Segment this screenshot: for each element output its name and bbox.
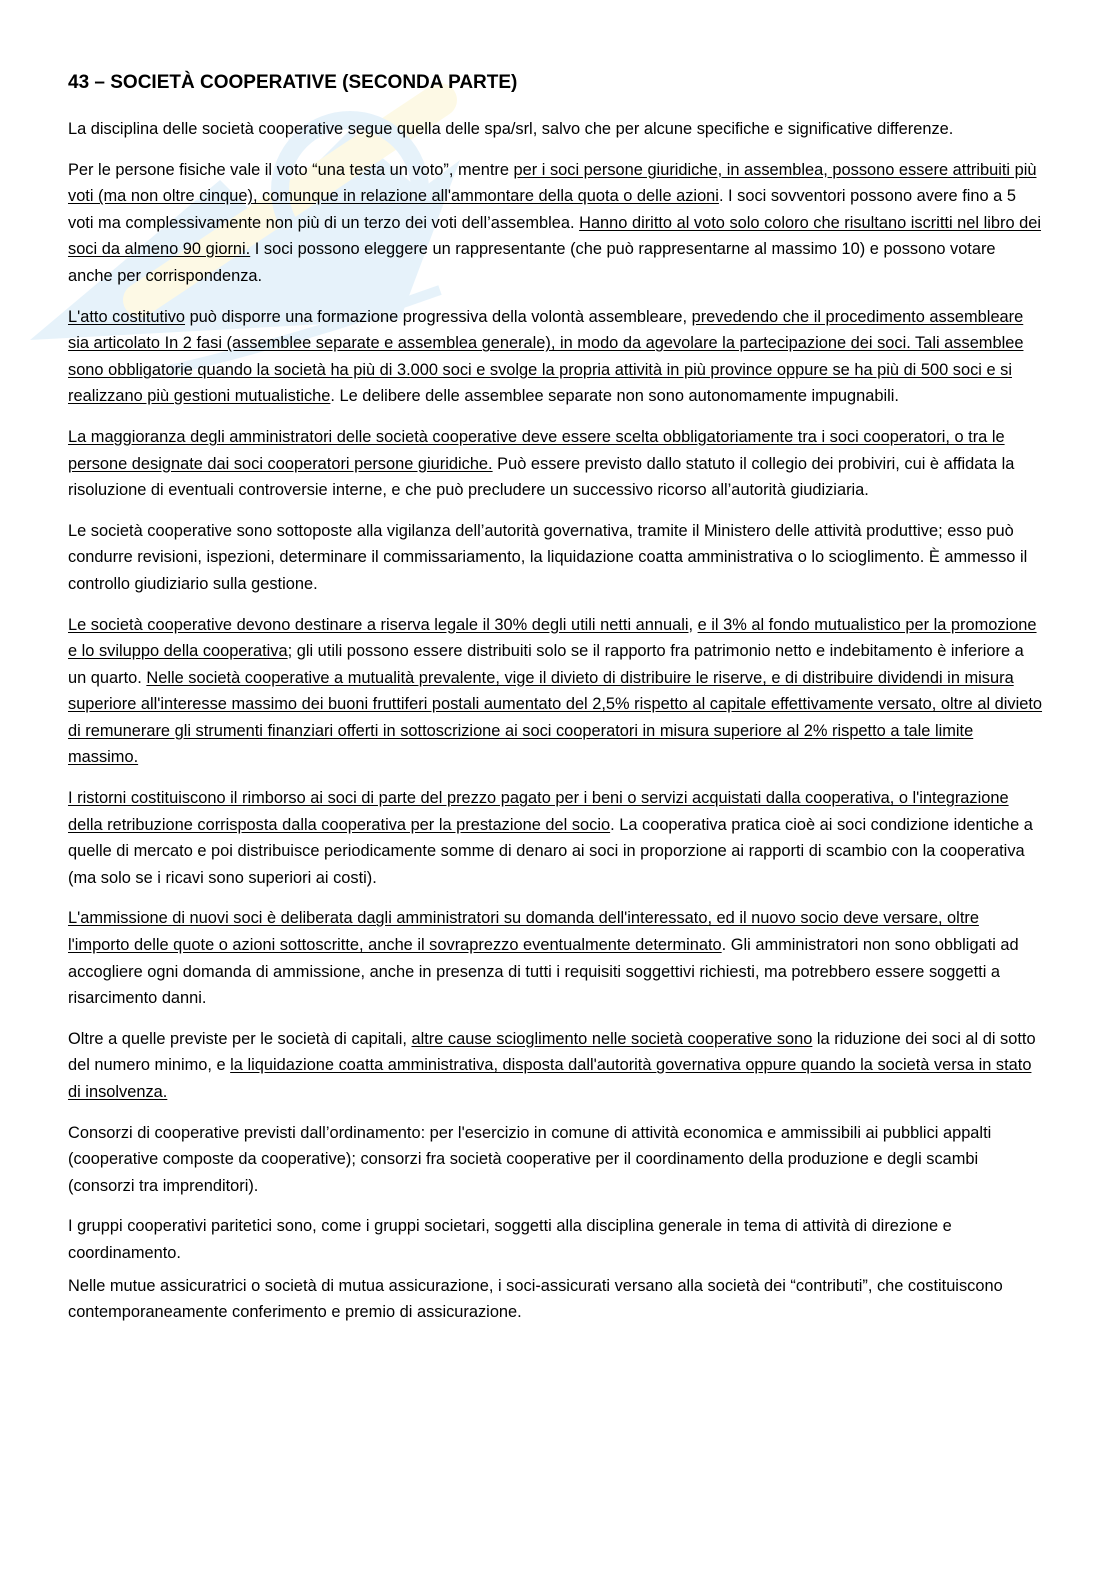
underlined-text-run: Nelle società cooperative a mutualità prevalente, vige il divieto di distribuire le riserve, e di distribuire dividendi in misura superiore all'interesse massimo dei buoni fruttiferi postali aumentato del 2,5% rispetto al capitale effettivamente versato, oltre al divieto di remunerare gli strumenti finanziari offerti in sottoscrizione ai soci cooperatori in misura superiore al 2% rispetto a tale limite massimo. (68, 668, 1043, 767)
underlined-text-run: I ristorni costituiscono il rimborso ai soci di parte del prezzo pagato per i beni o servizi acquistati dalla cooperativa, o l'integrazione della retribuzione corrisposta dalla cooperativa per la prestazione del socio (68, 789, 1009, 834)
underlined-text-run: Le società cooperative devono destinare a riserva legale il 30% degli utili netti annuali (68, 615, 689, 634)
text-run: la riduzione dei soci al di sotto del numero minimo, e (68, 1029, 1036, 1075)
paragraph (68, 157, 1043, 290)
paragraph (68, 1273, 1043, 1326)
paragraph (68, 1213, 1043, 1266)
text-run: ; gli utili possono essere distribuiti solo se il rapporto fra patrimonio netto e indebitamento è inferiore a un quarto. (68, 642, 1024, 687)
paragraph (68, 116, 1043, 143)
underlined-text-run: prevedendo che il procedimento assembleare sia articolato In 2 fasi (assemblee separate e assemblea generale), in modo da agevolare la partecipazione dei soci. Tali assemblee sono obbligatorie quando la società ha più di 3.000 soci e svolge la propria attività in più province oppure se ha più di 500 soci e si realizzano più gestioni mutualistiche (68, 307, 1024, 406)
paragraph (68, 424, 1043, 504)
underlined-text-run: altre cause scioglimento nelle società cooperative sono (411, 1029, 813, 1048)
text-run: può disporre una formazione progressiva della volontà assembleare, (185, 307, 692, 326)
text-run: Può essere previsto dallo statuto il collegio dei probiviri, cui è affidata la risoluzione di eventuali controversie interne, e che può precludere un successivo ricorso all’autorità giudiziaria. (68, 454, 1015, 500)
paragraph (68, 1120, 1043, 1200)
text-run: I soci possono eleggere un rappresentante (che può rappresentarne al massimo 10) e possono votare anche per corrispondenza. (68, 240, 996, 285)
text-run: Nelle mutue assicuratrici o società di mutua assicurazione, i soci-assicurati versano alla società dei “contributi”, che costituiscono contemporaneamente conferimento e premio di assicurazione. (68, 1276, 1003, 1322)
document-title: 43 – SOCIETÀ COOPERATIVE (SECONDA PARTE) (68, 72, 518, 93)
underlined-text-run: e il 3% al fondo mutualistico per la promozione e lo sviluppo della cooperativa (68, 615, 1037, 661)
paragraph (68, 612, 1043, 772)
paragraph (68, 785, 1043, 891)
paragraph (68, 518, 1043, 598)
text-run: . I soci sovventori possono avere fino a 5 voti ma complessivamente non più di un terzo dei voti dell’assemblea. (68, 187, 1016, 232)
text-run: Le società cooperative sono sottoposte alla vigilanza dell’autorità governativa, tramite il Ministero delle attività produttive; esso può condurre revisioni, ispezioni, determinare il commissariamento, la liquidazione coatta amministrativa o lo scioglimento. È ammesso il controllo giudiziario sulla gestione. (68, 521, 1028, 593)
underlined-text-run: Hanno diritto al voto solo coloro che risultano iscritti nel libro dei soci da almeno 90 giorni. (68, 213, 1042, 259)
text-run: , (688, 615, 698, 634)
underlined-text-run: La maggioranza degli amministratori delle società cooperative deve essere scelta obbligatoriamente tra i soci cooperatori, o tra le persone designate dai soci cooperatori persone giuridiche. (68, 427, 1005, 473)
paragraph (68, 1026, 1043, 1106)
text-run: Consorzi di cooperative previsti dall’ordinamento: per l'esercizio in comune di attività economica e ammissibili ai pubblici appalti (cooperative composte da cooperative); consorzi fra società cooperative per il coordinamento della produzione e degli scambi (consorzi tra imprenditori). (68, 1123, 992, 1195)
text-run: . La cooperativa pratica cioè ai soci condizione identiche a quelle di mercato e poi distribuisce periodicamente somme di denaro ai soci in proporzione ai rapporti di scambio con la cooperativa (ma solo se i ricavi sono superiori ai costi). (68, 815, 1033, 887)
underlined-text-run: per i soci persone giuridiche, in assemblea, possono essere attribuiti più voti (ma non oltre cinque), comunque in relazione all'ammontare della quota o delle azioni (68, 160, 1037, 206)
underlined-text-run: L'ammissione di nuovi soci è deliberata dagli amministratori su domanda dell'interessato, ed il nuovo socio deve versare, oltre l'importo delle quote o azioni sottoscritte, anche il sovraprezzo eventualmente determinato (68, 909, 979, 955)
document-page (68, 70, 1043, 1340)
text-run: Oltre a quelle previste per le società di capitali, (68, 1029, 412, 1048)
text-run: I gruppi cooperativi paritetici sono, come i gruppi societari, soggetti alla disciplina generale in tema di attività di direzione e coordinamento. (68, 1217, 952, 1262)
underlined-text-run: la liquidazione coatta amministrativa, disposta dall'autorità governativa oppure quando la società versa in stato di insolvenza. (68, 1056, 1032, 1101)
text-run: . Gli amministratori non sono obbligati ad accogliere ogni domanda di ammissione, anche in presenza di tutti i requisiti soggettivi richiesti, ma potrebbero essere soggetti a risarcimento danni. (68, 936, 1019, 1008)
text-run: La disciplina delle società cooperative segue quella delle spa/srl, salvo che per alcune specifiche e significative differenze. (68, 120, 954, 138)
document-body (68, 116, 1043, 1326)
paragraph (68, 304, 1043, 410)
paragraph (68, 905, 1043, 1011)
text-run: . Le delibere delle assemblee separate non sono autonomamente impugnabili. (330, 387, 899, 406)
text-run: Per le persone fisiche vale il voto “una testa un voto”, mentre (68, 160, 514, 179)
underlined-text-run: L'atto costitutivo (68, 307, 186, 326)
